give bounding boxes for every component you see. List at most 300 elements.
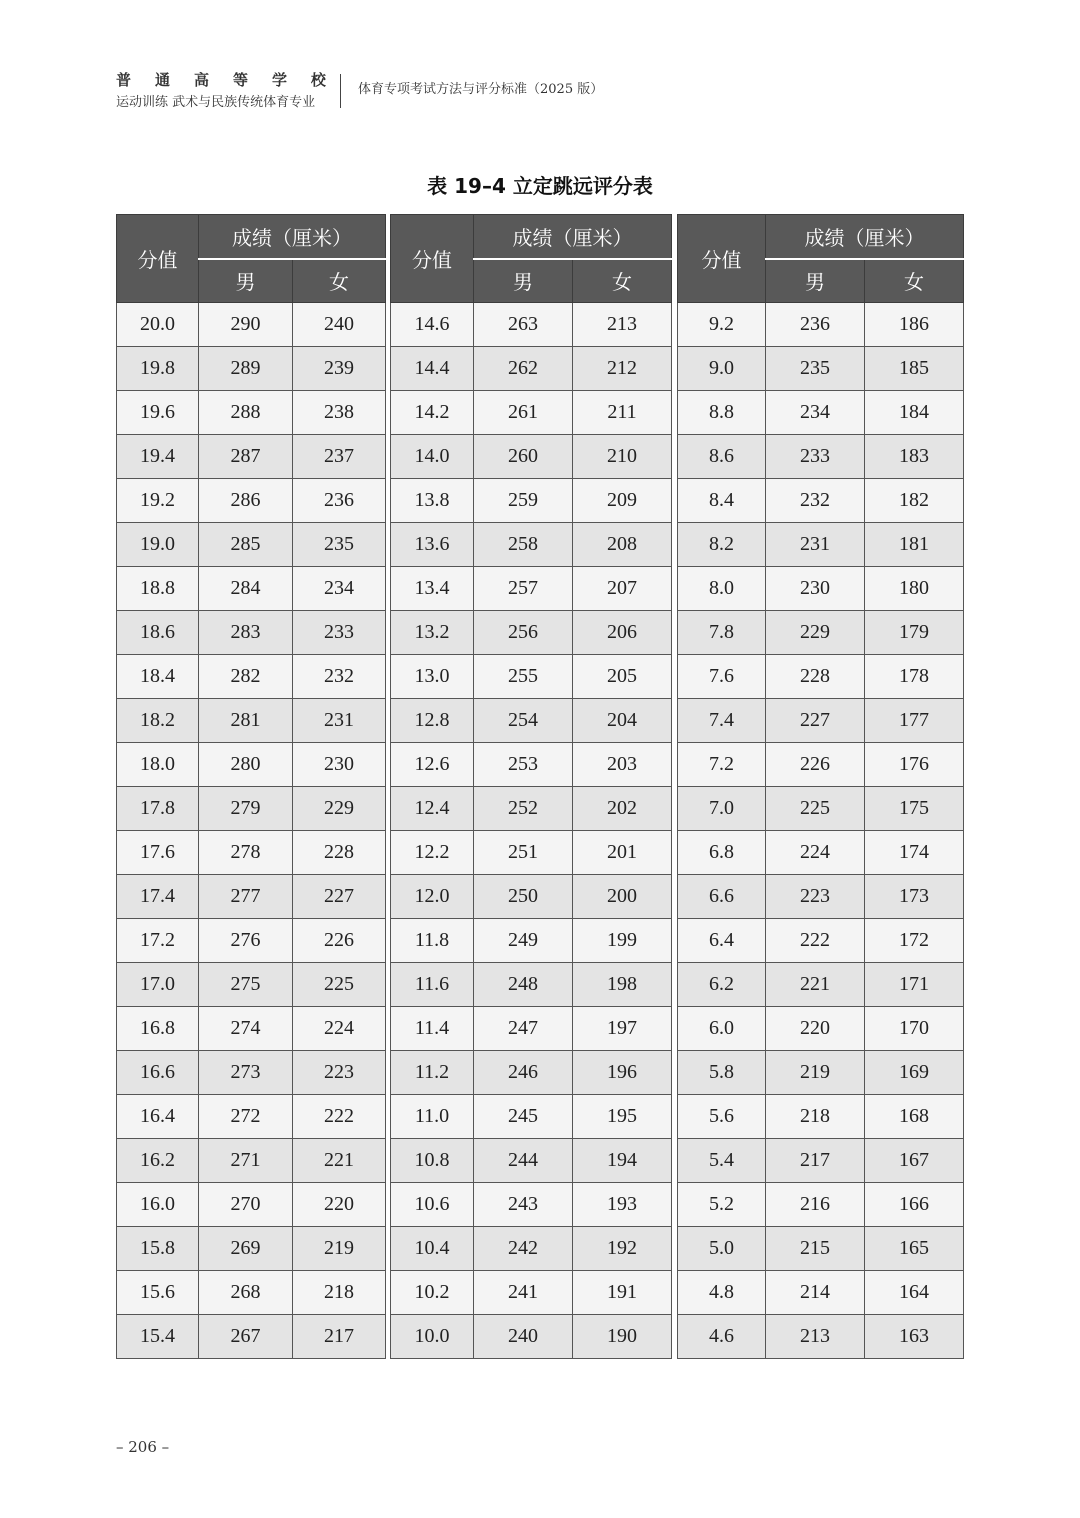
male-result-cell: 250 (474, 875, 573, 919)
score-cell: 17.8 (117, 787, 199, 831)
male-result-cell: 279 (199, 787, 293, 831)
female-result-cell: 197 (573, 1007, 672, 1051)
score-cell: 5.0 (678, 1227, 766, 1271)
male-result-cell: 278 (199, 831, 293, 875)
table-row (117, 743, 386, 787)
score-cell: 13.4 (391, 567, 474, 611)
male-result-cell: 269 (199, 1227, 293, 1271)
score-cell: 13.0 (391, 655, 474, 699)
male-result-cell: 222 (766, 919, 865, 963)
female-result-cell: 209 (573, 479, 672, 523)
table-row (391, 1183, 672, 1227)
female-result-cell: 232 (293, 655, 386, 699)
book-title: 体育专项考试方法与评分标准（2025 版） (358, 82, 604, 97)
table-row (117, 435, 386, 479)
school-type-char: 高 (193, 71, 209, 89)
male-result-cell: 225 (766, 787, 865, 831)
female-result-cell: 220 (293, 1183, 386, 1227)
school-type-char: 校 (310, 71, 326, 89)
female-result-cell: 206 (573, 611, 672, 655)
male-result-cell: 263 (474, 303, 573, 347)
female-result-cell: 218 (293, 1271, 386, 1315)
table-row (391, 1271, 672, 1315)
table-row (678, 831, 964, 875)
female-result-cell: 234 (293, 567, 386, 611)
female-result-cell: 207 (573, 567, 672, 611)
female-result-cell: 224 (293, 1007, 386, 1051)
male-result-cell: 272 (199, 1095, 293, 1139)
male-header: 男 (199, 259, 293, 303)
female-result-cell: 194 (573, 1139, 672, 1183)
score-cell: 5.6 (678, 1095, 766, 1139)
male-result-cell: 249 (474, 919, 573, 963)
score-cell: 7.0 (678, 787, 766, 831)
score-cell: 15.8 (117, 1227, 199, 1271)
score-cell: 12.4 (391, 787, 474, 831)
male-result-cell: 283 (199, 611, 293, 655)
school-type-label (116, 70, 326, 90)
table-row (678, 743, 964, 787)
score-cell: 18.8 (117, 567, 199, 611)
male-result-cell: 219 (766, 1051, 865, 1095)
female-result-cell: 184 (865, 391, 964, 435)
male-result-cell: 241 (474, 1271, 573, 1315)
female-result-cell: 199 (573, 919, 672, 963)
table-row (391, 1051, 672, 1095)
score-cell: 10.2 (391, 1271, 474, 1315)
female-result-cell: 196 (573, 1051, 672, 1095)
score-cell: 18.0 (117, 743, 199, 787)
male-result-cell: 282 (199, 655, 293, 699)
female-result-cell: 200 (573, 875, 672, 919)
score-cell: 7.8 (678, 611, 766, 655)
male-result-cell: 258 (474, 523, 573, 567)
score-cell: 17.4 (117, 875, 199, 919)
female-header: 女 (573, 259, 672, 303)
major-label: 运动训练 武术与民族传统体育专业 (116, 95, 316, 110)
female-result-cell: 169 (865, 1051, 964, 1095)
score-cell: 6.8 (678, 831, 766, 875)
male-result-cell: 232 (766, 479, 865, 523)
female-result-cell: 205 (573, 655, 672, 699)
female-result-cell: 198 (573, 963, 672, 1007)
male-result-cell: 274 (199, 1007, 293, 1051)
male-result-cell: 215 (766, 1227, 865, 1271)
table-row (391, 699, 672, 743)
result-header: 成绩（厘米） (199, 215, 386, 259)
female-result-cell: 179 (865, 611, 964, 655)
male-result-cell: 233 (766, 435, 865, 479)
score-cell: 16.0 (117, 1183, 199, 1227)
table-row (678, 567, 964, 611)
female-result-cell: 203 (573, 743, 672, 787)
result-header: 成绩（厘米） (766, 215, 964, 259)
female-result-cell: 213 (573, 303, 672, 347)
table-row (678, 1227, 964, 1271)
score-cell: 6.0 (678, 1007, 766, 1051)
score-cell: 12.2 (391, 831, 474, 875)
score-cell: 8.8 (678, 391, 766, 435)
score-cell: 18.6 (117, 611, 199, 655)
score-cell: 7.6 (678, 655, 766, 699)
male-result-cell: 277 (199, 875, 293, 919)
score-cell: 18.4 (117, 655, 199, 699)
male-result-cell: 248 (474, 963, 573, 1007)
male-result-cell: 253 (474, 743, 573, 787)
table-row (678, 963, 964, 1007)
male-result-cell: 254 (474, 699, 573, 743)
score-cell: 19.6 (117, 391, 199, 435)
score-cell: 6.4 (678, 919, 766, 963)
male-result-cell: 280 (199, 743, 293, 787)
table-row (678, 1095, 964, 1139)
page-number: – 206 – (116, 1438, 170, 1456)
table-row (117, 303, 386, 347)
male-result-cell: 268 (199, 1271, 293, 1315)
male-result-cell: 227 (766, 699, 865, 743)
female-result-cell: 163 (865, 1315, 964, 1359)
female-result-cell: 235 (293, 523, 386, 567)
table-row (678, 523, 964, 567)
table-row (391, 1139, 672, 1183)
table-row (391, 831, 672, 875)
male-header: 男 (766, 259, 865, 303)
table-row (117, 787, 386, 831)
female-result-cell: 173 (865, 875, 964, 919)
table-row (117, 655, 386, 699)
female-result-cell: 177 (865, 699, 964, 743)
male-result-cell: 267 (199, 1315, 293, 1359)
score-cell: 15.6 (117, 1271, 199, 1315)
table-row (678, 1007, 964, 1051)
male-result-cell: 290 (199, 303, 293, 347)
table-row (391, 523, 672, 567)
table-row (117, 347, 386, 391)
male-result-cell: 247 (474, 1007, 573, 1051)
score-header: 分值 (678, 215, 766, 303)
table-row (391, 347, 672, 391)
female-result-cell: 223 (293, 1051, 386, 1095)
female-result-cell: 167 (865, 1139, 964, 1183)
female-result-cell: 182 (865, 479, 964, 523)
table-row (678, 1051, 964, 1095)
table-row (391, 787, 672, 831)
score-cell: 14.2 (391, 391, 474, 435)
table-row (678, 479, 964, 523)
table-row (117, 391, 386, 435)
score-cell: 17.2 (117, 919, 199, 963)
score-cell: 12.8 (391, 699, 474, 743)
table-row (391, 919, 672, 963)
score-cell: 9.0 (678, 347, 766, 391)
male-result-cell: 286 (199, 479, 293, 523)
table-row (391, 611, 672, 655)
male-result-cell: 246 (474, 1051, 573, 1095)
score-cell: 17.0 (117, 963, 199, 1007)
score-cell: 20.0 (117, 303, 199, 347)
male-result-cell: 234 (766, 391, 865, 435)
score-cell: 14.4 (391, 347, 474, 391)
female-result-cell: 226 (293, 919, 386, 963)
female-result-cell: 212 (573, 347, 672, 391)
female-result-cell: 202 (573, 787, 672, 831)
male-result-cell: 223 (766, 875, 865, 919)
score-cell: 16.6 (117, 1051, 199, 1095)
male-result-cell: 288 (199, 391, 293, 435)
score-cell: 16.8 (117, 1007, 199, 1051)
male-result-cell: 243 (474, 1183, 573, 1227)
male-result-cell: 289 (199, 347, 293, 391)
male-result-cell: 270 (199, 1183, 293, 1227)
score-cell: 13.6 (391, 523, 474, 567)
table-row (678, 391, 964, 435)
female-result-cell: 231 (293, 699, 386, 743)
score-header: 分值 (117, 215, 199, 303)
female-result-cell: 183 (865, 435, 964, 479)
header-divider (340, 74, 341, 108)
score-table-block (677, 214, 964, 1359)
female-result-cell: 193 (573, 1183, 672, 1227)
result-header: 成绩（厘米） (474, 215, 672, 259)
male-result-cell: 235 (766, 347, 865, 391)
male-result-cell: 240 (474, 1315, 573, 1359)
table-row (678, 1139, 964, 1183)
table-row (117, 919, 386, 963)
table-row (117, 1007, 386, 1051)
female-result-cell: 233 (293, 611, 386, 655)
male-result-cell: 281 (199, 699, 293, 743)
female-result-cell: 166 (865, 1183, 964, 1227)
female-result-cell: 176 (865, 743, 964, 787)
score-cell: 15.4 (117, 1315, 199, 1359)
female-result-cell: 208 (573, 523, 672, 567)
table-row (391, 963, 672, 1007)
female-result-cell: 201 (573, 831, 672, 875)
male-result-cell: 259 (474, 479, 573, 523)
male-result-cell: 220 (766, 1007, 865, 1051)
male-result-cell: 255 (474, 655, 573, 699)
score-cell: 19.0 (117, 523, 199, 567)
table-row (391, 479, 672, 523)
male-result-cell: 216 (766, 1183, 865, 1227)
female-result-cell: 186 (865, 303, 964, 347)
female-result-cell: 195 (573, 1095, 672, 1139)
male-result-cell: 260 (474, 435, 573, 479)
score-cell: 11.2 (391, 1051, 474, 1095)
male-result-cell: 214 (766, 1271, 865, 1315)
score-cell: 11.0 (391, 1095, 474, 1139)
table-row (391, 1315, 672, 1359)
table-row (117, 1051, 386, 1095)
table-row (678, 1271, 964, 1315)
female-result-cell: 230 (293, 743, 386, 787)
male-result-cell: 242 (474, 1227, 573, 1271)
score-cell: 12.0 (391, 875, 474, 919)
table-row (117, 1315, 386, 1359)
male-result-cell: 228 (766, 655, 865, 699)
male-result-cell: 261 (474, 391, 573, 435)
male-result-cell: 273 (199, 1051, 293, 1095)
female-result-cell: 164 (865, 1271, 964, 1315)
score-header: 分值 (391, 215, 474, 303)
female-result-cell: 180 (865, 567, 964, 611)
female-result-cell: 165 (865, 1227, 964, 1271)
score-cell: 4.8 (678, 1271, 766, 1315)
male-result-cell: 217 (766, 1139, 865, 1183)
table-row (117, 611, 386, 655)
school-type-char: 学 (271, 71, 287, 89)
female-header: 女 (293, 259, 386, 303)
score-cell: 4.6 (678, 1315, 766, 1359)
table-row (678, 919, 964, 963)
table-row (678, 303, 964, 347)
table-row (678, 699, 964, 743)
table-row (391, 1007, 672, 1051)
score-cell: 13.2 (391, 611, 474, 655)
score-cell: 16.2 (117, 1139, 199, 1183)
score-cell: 6.2 (678, 963, 766, 1007)
female-result-cell: 170 (865, 1007, 964, 1051)
score-cell: 9.2 (678, 303, 766, 347)
score-cell: 5.2 (678, 1183, 766, 1227)
score-cell: 6.6 (678, 875, 766, 919)
score-cell: 8.4 (678, 479, 766, 523)
female-result-cell: 237 (293, 435, 386, 479)
score-cell: 8.2 (678, 523, 766, 567)
male-result-cell: 284 (199, 567, 293, 611)
table-row (391, 743, 672, 787)
female-result-cell: 192 (573, 1227, 672, 1271)
score-cell: 16.4 (117, 1095, 199, 1139)
female-result-cell: 181 (865, 523, 964, 567)
table-row (678, 1183, 964, 1227)
female-result-cell: 210 (573, 435, 672, 479)
male-result-cell: 287 (199, 435, 293, 479)
score-cell: 13.8 (391, 479, 474, 523)
table-row (391, 567, 672, 611)
score-cell: 11.4 (391, 1007, 474, 1051)
table-row (678, 347, 964, 391)
female-result-cell: 191 (573, 1271, 672, 1315)
table-row (678, 787, 964, 831)
female-result-cell: 228 (293, 831, 386, 875)
table-row (117, 1271, 386, 1315)
male-result-cell: 236 (766, 303, 865, 347)
running-header-left (116, 70, 326, 113)
female-result-cell: 221 (293, 1139, 386, 1183)
male-result-cell: 245 (474, 1095, 573, 1139)
female-result-cell: 211 (573, 391, 672, 435)
score-cell: 10.8 (391, 1139, 474, 1183)
male-result-cell: 244 (474, 1139, 573, 1183)
score-cell: 10.4 (391, 1227, 474, 1271)
score-cell: 8.6 (678, 435, 766, 479)
female-result-cell: 236 (293, 479, 386, 523)
score-cell: 7.2 (678, 743, 766, 787)
score-cell: 17.6 (117, 831, 199, 875)
male-result-cell: 257 (474, 567, 573, 611)
table-row (117, 567, 386, 611)
female-result-cell: 229 (293, 787, 386, 831)
score-cell: 5.8 (678, 1051, 766, 1095)
male-result-cell: 256 (474, 611, 573, 655)
male-result-cell: 229 (766, 611, 865, 655)
female-result-cell: 239 (293, 347, 386, 391)
table-row (391, 655, 672, 699)
female-result-cell: 204 (573, 699, 672, 743)
female-result-cell: 168 (865, 1095, 964, 1139)
table-row (117, 1139, 386, 1183)
male-result-cell: 262 (474, 347, 573, 391)
score-cell: 11.8 (391, 919, 474, 963)
male-result-cell: 213 (766, 1315, 865, 1359)
table-row (391, 435, 672, 479)
table-row (117, 1227, 386, 1271)
table-row (391, 1227, 672, 1271)
table-row (117, 1095, 386, 1139)
female-result-cell: 240 (293, 303, 386, 347)
female-result-cell: 174 (865, 831, 964, 875)
female-result-cell: 225 (293, 963, 386, 1007)
female-result-cell: 238 (293, 391, 386, 435)
table-row (391, 875, 672, 919)
score-cell: 8.0 (678, 567, 766, 611)
score-cell: 14.6 (391, 303, 474, 347)
table-row (391, 391, 672, 435)
score-table-block (390, 214, 672, 1359)
male-result-cell: 221 (766, 963, 865, 1007)
male-result-cell: 251 (474, 831, 573, 875)
score-cell: 19.8 (117, 347, 199, 391)
score-cell: 10.0 (391, 1315, 474, 1359)
male-header: 男 (474, 259, 573, 303)
male-result-cell: 226 (766, 743, 865, 787)
female-result-cell: 171 (865, 963, 964, 1007)
score-cell: 10.6 (391, 1183, 474, 1227)
male-result-cell: 230 (766, 567, 865, 611)
table-row (117, 479, 386, 523)
score-cell: 18.2 (117, 699, 199, 743)
table-row (117, 699, 386, 743)
female-result-cell: 219 (293, 1227, 386, 1271)
table-row (678, 655, 964, 699)
table-row (117, 1183, 386, 1227)
female-result-cell: 227 (293, 875, 386, 919)
score-cell: 19.2 (117, 479, 199, 523)
table-row (117, 523, 386, 567)
female-result-cell: 222 (293, 1095, 386, 1139)
score-cell: 11.6 (391, 963, 474, 1007)
table-row (117, 875, 386, 919)
male-result-cell: 231 (766, 523, 865, 567)
table-title: 表 19–4 立定跳远评分表 (427, 174, 653, 198)
female-result-cell: 185 (865, 347, 964, 391)
male-result-cell: 224 (766, 831, 865, 875)
male-result-cell: 285 (199, 523, 293, 567)
table-row (117, 831, 386, 875)
score-cell: 12.6 (391, 743, 474, 787)
male-result-cell: 275 (199, 963, 293, 1007)
table-row (391, 303, 672, 347)
male-result-cell: 252 (474, 787, 573, 831)
table-row (391, 1095, 672, 1139)
school-type-char: 通 (154, 71, 170, 89)
female-result-cell: 178 (865, 655, 964, 699)
score-cell: 19.4 (117, 435, 199, 479)
score-cell: 14.0 (391, 435, 474, 479)
table-row (117, 963, 386, 1007)
table-row (678, 1315, 964, 1359)
